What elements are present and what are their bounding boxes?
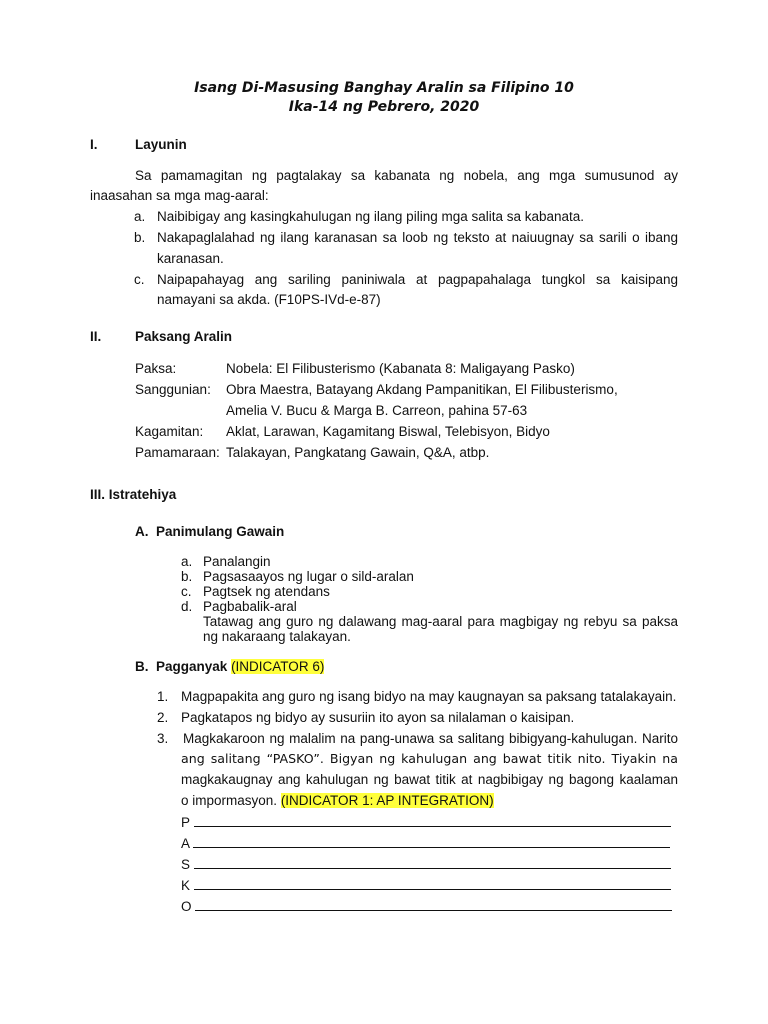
gawain-letter-c: c. [181,584,192,599]
pasko-letter-k: K [181,878,191,893]
pagganyak-item-1: Magpapakita ang guro ng isang bidyo na may kaugnayan sa paksang tatalakayain. [181,689,677,704]
sanggunian-label: Sanggunian: [135,382,211,397]
pagganyak-num-1: 1. [157,689,169,704]
section1-intro-line2: inaasahan sa mga mag-aaral: [90,188,269,203]
objective-letter-c: c. [134,272,145,287]
kagamitan-label: Kagamitan: [135,424,204,439]
answer-line-s[interactable] [194,856,671,869]
pasko-letter-s: S [181,857,191,872]
objective-a-text: Naibibigay ang kasingkahulugan ng ilang piling mga salita sa kabanata. [157,209,585,224]
indicator-6-highlight: (INDICATOR 6) [231,659,325,674]
document-date: Ika-14 ng Pebrero, 2020 [288,99,480,115]
section1-number: I. [90,137,98,152]
panimulang-gawain-title: A. Panimulang Gawain [135,524,285,539]
pagganyak-num-2: 2. [157,710,169,725]
objective-letter-a: a. [134,209,146,224]
gawain-item-pagsasaayos: Pagsasaayos ng lugar o sild-aralan [203,569,414,584]
answer-line-p[interactable] [194,814,671,827]
gawain-item-atendans: Pagtsek ng atendans [203,584,330,599]
pasko-letter-a: A [181,836,190,851]
sanggunian-value-line1: Obra Maestra, Batayang Akdang Pampanitikan, El Filibusterismo, [226,382,618,397]
indicator-1-highlight: (INDICATOR 1: AP INTEGRATION) [280,793,494,808]
pagganyak-num-3: 3. [157,731,169,746]
section2-number: II. [90,329,102,344]
sanggunian-value-line2: Amelia V. Bucu & Marga B. Carreon, pahina 57-63 [226,403,528,418]
objective-b-line1: Nakapaglalahad ng ilang karanasan sa loob ng teksto at naiuugnay sa sarili o ibang [157,230,678,245]
gawain-letter-d: d. [181,599,193,614]
pagganyak-3-line2: ang salitang “PASKO”. Bigyan ng kahulugan ang bawat titik nito. Tiyakin na [181,751,678,766]
answer-line-a[interactable] [193,835,670,848]
gawain-item-balik-aral: Pagbabalik-aral [203,599,297,614]
pagganyak-3-line1: Magkakaroon ng malalim na pang-unawa sa salitang bibigyang-kahulugan. Narito [183,731,678,746]
pagganyak-item-2: Pagkatapos ng bidyo ay susuriin ito ayon sa nilalaman o kaisipan. [181,710,575,725]
pagganyak-3-line3: magkakaugnay ang kahulugan ng bawat titik at nagbibigay ng bagong kaalaman [181,772,678,787]
objective-letter-b: b. [134,230,146,245]
objective-b-line2: karanasan. [157,251,224,266]
answer-line-k[interactable] [194,877,671,890]
objective-c-line1: Naipapahayag ang sariling paniniwala at pagpapahalaga tungkol sa kaisipang [157,272,678,287]
objective-c-line2: namayani sa akda. (F10PS-IVd-e-87) [157,292,381,307]
gawain-letter-b: b. [181,569,193,584]
paksa-value: Nobela: El Filibusterismo (Kabanata 8: Maligayang Pasko) [226,361,575,376]
section1-intro-line1: Sa pamamagitan ng pagtalakay sa kabanata ng nobela, ang mga sumusunod ay [135,168,678,183]
paksa-label: Paksa: [135,361,177,376]
pasko-letter-p: P [181,815,190,830]
pamamaraan-label: Pamamaraan: [135,445,220,460]
pagganyak-title: B. Pagganyak [135,659,228,674]
gawain-letter-a: a. [181,554,193,569]
gawain-note-line2: ng nakaraang talakayan. [203,629,351,644]
pamamaraan-value: Talakayan, Pangkatang Gawain, Q&A, atbp. [226,445,490,460]
answer-line-o[interactable] [195,898,672,911]
gawain-item-panalangin: Panalangin [203,554,271,569]
kagamitan-value: Aklat, Larawan, Kagamitang Biswal, Telebisyon, Bidyo [226,424,550,439]
section1-title: Layunin [135,137,187,152]
pasko-letter-o: O [181,899,192,914]
section2-title: Paksang Aralin [135,329,233,344]
pagganyak-3-line4: o impormasyon. [181,793,278,808]
document-title: Isang Di-Masusing Banghay Aralin sa Filipino 10 [194,80,574,96]
section3-title: III. Istratehiya [90,487,177,502]
gawain-note-line1: Tatawag ang guro ng dalawang mag-aaral para magbigay ng rebyu sa paksa [203,614,678,629]
